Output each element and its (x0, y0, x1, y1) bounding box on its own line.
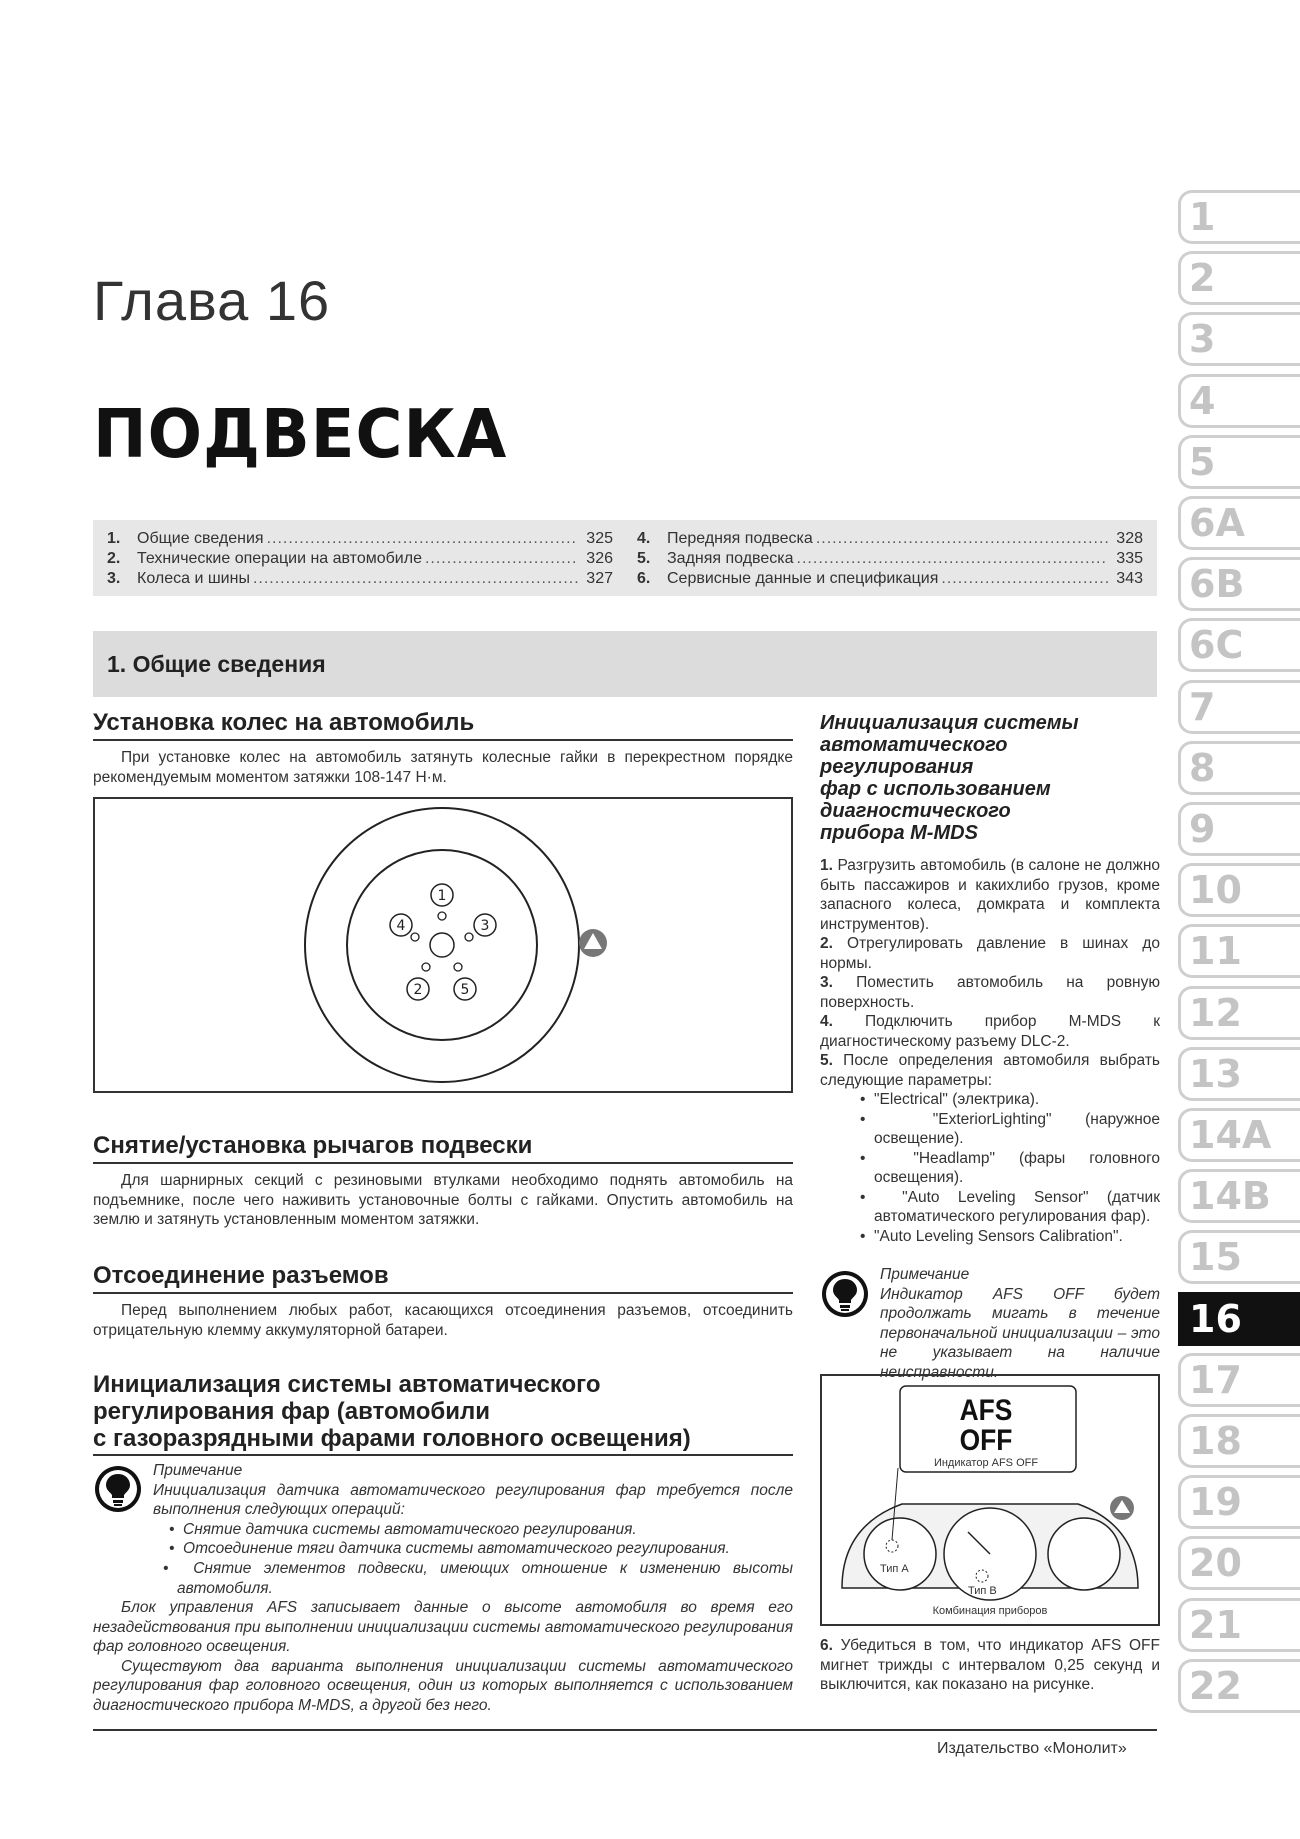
step-number: 1. (820, 857, 833, 874)
note-bulb-icon (93, 1464, 143, 1514)
toc-number: 4. (637, 530, 651, 547)
arms-text (93, 1171, 793, 1230)
chapter-tab-8[interactable]: 8 (1178, 741, 1300, 795)
chapter-tab-20[interactable]: 20 (1178, 1536, 1300, 1590)
toc-number: 3. (107, 570, 121, 587)
subitem-text: "Headlamp" (фары головного освещения). (874, 1149, 1161, 1186)
type-b-label: Тип B (968, 1585, 997, 1597)
heading-line: прибора M-MDS (820, 822, 978, 844)
step-text: Разгрузить автомобиль (в салоне не должно быть пассажиров и какихлибо грузов, кроме запасного колеса, домкрата и комплекта инструментов). (820, 857, 1161, 933)
bullet-text: Снятие датчика системы автоматического регулирования. (183, 1520, 637, 1538)
subitem-text: "Auto Leveling Sensors Calibration". (874, 1227, 1123, 1245)
chapter-label: Глава 16 (93, 269, 331, 332)
step-text: Поместить автомобиль на ровную поверхность. (820, 974, 1160, 1011)
chapter-tab-4[interactable]: 4 (1178, 374, 1300, 428)
toc-entry[interactable] (107, 549, 613, 569)
chapter-contents (93, 520, 1157, 596)
step-subitem: • "Electrical" (электрика). (860, 1091, 1040, 1108)
afs-text-line1: AFS (959, 1392, 1013, 1427)
chapter-tab-5[interactable]: 5 (1178, 435, 1300, 489)
heading-connectors: Отсоединение разъемов (93, 1262, 793, 1294)
toc-entry[interactable] (637, 569, 1143, 589)
toc-leader (797, 549, 1108, 569)
heading-line: диагностического (820, 800, 1011, 822)
order-label-3: 3 (480, 918, 490, 934)
step-number: 6. (820, 1637, 833, 1654)
paragraph: При установке колес на автомобиль затянуть колесные гайки в перекрестном порядке рекомендуемым моментом затяжки 108-147 Н·м. (93, 749, 793, 786)
chapter-tab-12[interactable]: 12 (1178, 986, 1300, 1040)
toc-page: 328 (1116, 530, 1143, 547)
fuel-gauge (1048, 1518, 1120, 1590)
toc-page: 325 (586, 530, 613, 547)
toc-leader (425, 549, 578, 569)
paragraph: Для шарнирных секций с резиновыми втулками необходимо поднять автомобиль на подъемнике, после чего наживить установочные болты с гайками. Опустить автомобиль на землю и затянуть установленным моментом затяжки. (93, 1172, 793, 1228)
heading-line: автоматического (820, 734, 1008, 756)
section-title: 1. Общие сведения (107, 651, 326, 677)
step-item (820, 1012, 1160, 1051)
section-bar (93, 631, 1157, 697)
publisher-logo-icon (579, 929, 607, 957)
hub-center (430, 933, 454, 957)
chapter-tab-3[interactable]: 3 (1178, 312, 1300, 366)
step-item (820, 934, 1160, 973)
toc-number: 5. (637, 550, 651, 567)
chapter-tab-10[interactable]: 10 (1178, 863, 1300, 917)
note-mmds (880, 1265, 1160, 1382)
toc-text: Передняя подвеска (667, 530, 813, 547)
wheel-figure (93, 797, 793, 1093)
heading-line: Инициализация системы автоматического (93, 1371, 601, 1398)
publisher-logo-icon (1110, 1496, 1134, 1520)
step-number: 2. (820, 935, 833, 952)
step-text: После определения автомобиля выбрать следующие параметры: (820, 1052, 1160, 1089)
afs-figure (820, 1374, 1160, 1626)
toc-leader (253, 569, 578, 589)
toc-number: 6. (637, 570, 651, 587)
chapter-tab-21[interactable]: 21 (1178, 1598, 1300, 1652)
step-item (820, 973, 1160, 1012)
step-text: Отрегулировать давление в шинах до нормы. (820, 935, 1160, 972)
note-paragraph: Существуют два варианта выполнения инициализации системы автоматического регулирования фар головного освещения, один из которых выполняется с использованием диагностического прибора M-MDS, а другой без него. (93, 1657, 793, 1714)
chapter-tab-6b[interactable]: 6B (1178, 557, 1300, 611)
step-subitem: • "ExteriorLighting" (наружное освещение). (860, 1110, 1160, 1147)
toc-text: Общие сведения (137, 530, 264, 547)
order-label-1: 1 (437, 888, 447, 904)
toc-page: 343 (1116, 570, 1143, 587)
toc-page: 326 (586, 550, 613, 567)
chapter-tab-9[interactable]: 9 (1178, 802, 1300, 856)
subitem-text: "Auto Leveling Sensor" (датчик автоматического регулирования фар). (874, 1188, 1160, 1225)
publisher-name: Издательство «Монолит» (937, 1740, 1127, 1757)
wheel-diagram (95, 799, 791, 1091)
step-subitem: • "Auto Leveling Sensors Calibration". (860, 1227, 1123, 1245)
note-intro: Инициализация датчика автоматического регулирования фар требуется после выполнения следующих операций: (153, 1481, 793, 1518)
step-number: 5. (820, 1052, 833, 1069)
step-number: 4. (820, 1013, 833, 1030)
footer-rule (93, 1729, 1157, 1731)
note-bullet: • Отсоединение тяги датчика системы автоматического регулирования. (169, 1540, 730, 1557)
step-number: 3. (820, 974, 833, 991)
toc-page: 335 (1116, 550, 1143, 567)
step-subitem: • "Auto Leveling Sensor" (датчик автоматического регулирования фар). (860, 1188, 1160, 1225)
lug-hole (465, 933, 473, 941)
step-subitem: • "Headlamp" (фары головного освещения). (860, 1149, 1161, 1186)
heading-line: фар с использованием (820, 778, 1051, 800)
heading-line: регулирования фар (автомобили (93, 1398, 490, 1425)
chapter-tab-13[interactable]: 13 (1178, 1047, 1300, 1101)
bullet-text: Отсоединение тяги датчика системы автоматического регулирования. (183, 1540, 730, 1557)
type-a-label: Тип A (880, 1563, 909, 1575)
paragraph: Перед выполнением любых работ, касающихся отсоединения разъемов, отсоединить отрицательную клемму аккумуляторной батареи. (93, 1302, 793, 1339)
cluster-caption: Комбинация приборов (932, 1605, 1048, 1617)
tachometer-gauge (864, 1518, 936, 1590)
heading-line: регулирования (820, 756, 974, 778)
toc-left-column (107, 529, 613, 589)
step-item (820, 1051, 1160, 1090)
toc-entry[interactable] (637, 549, 1143, 569)
chapter-title: ПОДВЕСКА (93, 396, 508, 474)
indicator-caption: Индикатор AFS OFF (933, 1457, 1039, 1469)
note-bullet: • Снятие датчика системы автоматического регулирования. (169, 1520, 637, 1538)
subitem-text: "ExteriorLighting" (наружное освещение). (874, 1110, 1160, 1147)
chapter-tab-14b[interactable]: 14B (1178, 1169, 1300, 1223)
chapter-tab-17[interactable]: 17 (1178, 1353, 1300, 1407)
note-text: Индикатор AFS OFF будет продолжать мигать в течение первоначальной инициализации – это не указывает на наличие неисправности. (880, 1285, 1160, 1381)
note-bulb-icon (820, 1269, 870, 1319)
order-label-4: 4 (396, 918, 406, 934)
toc-page: 327 (586, 570, 613, 587)
step-text: Подключить прибор M-MDS к диагностическому разъему DLC-2. (820, 1013, 1160, 1050)
toc-entry[interactable] (637, 529, 1143, 549)
heading-arms: Снятие/установка рычагов подвески (93, 1132, 793, 1164)
toc-text: Сервисные данные и спецификация (667, 570, 939, 587)
instrument-cluster-diagram (822, 1376, 1158, 1624)
heading-line: с газоразрядными фарами головного освещения) (93, 1425, 691, 1452)
heading-mmds (820, 712, 1160, 844)
heading-wheel-install: Установка колес на автомобиль (93, 709, 793, 741)
step-6 (820, 1636, 1160, 1695)
note-label: Примечание (880, 1266, 970, 1283)
chapter-tab-18[interactable]: 18 (1178, 1414, 1300, 1468)
toc-text: Задняя подвеска (667, 550, 794, 567)
toc-right-column (637, 529, 1143, 589)
toc-number: 1. (107, 530, 121, 547)
bullet-text: Снятие элементов подвески, имеющих отношение к изменению высоты автомобиля. (177, 1560, 794, 1597)
note-paragraph: Блок управления AFS записывает данные о высоте автомобиля во время его незадействования при выполнении инициализации системы автоматического регулирования фар головного освещения. (93, 1599, 793, 1655)
chapter-tab-6a[interactable]: 6A (1178, 496, 1300, 550)
lug-hole (438, 912, 446, 920)
toc-text: Колеса и шины (137, 570, 250, 587)
note-label: Примечание (153, 1462, 243, 1479)
chapter-tab-22[interactable]: 22 (1178, 1659, 1300, 1713)
toc-leader (941, 569, 1108, 589)
step-item (820, 856, 1160, 934)
rim-circle (347, 850, 537, 1040)
afs-text-line2: OFF (959, 1422, 1013, 1457)
chapter-tab-14a[interactable]: 14A (1178, 1108, 1300, 1162)
chapter-tab-15[interactable]: 15 (1178, 1230, 1300, 1284)
mmds-steps (820, 856, 1160, 1246)
note-leveling (153, 1461, 793, 1559)
order-label-2: 2 (413, 982, 423, 998)
toc-number: 2. (107, 550, 121, 567)
chapter-tab-1[interactable]: 1 (1178, 190, 1300, 244)
lug-hole (422, 963, 430, 971)
note-leveling-cont (93, 1559, 793, 1715)
chapter-tab-11[interactable]: 11 (1178, 924, 1300, 978)
toc-leader (816, 529, 1108, 549)
order-label-5: 5 (460, 982, 470, 998)
chapter-tab-7[interactable]: 7 (1178, 680, 1300, 734)
toc-entry[interactable] (107, 569, 613, 589)
subitem-text: "Electrical" (электрика). (874, 1091, 1040, 1108)
toc-entry[interactable] (107, 529, 613, 549)
chapter-tab-2[interactable]: 2 (1178, 251, 1300, 305)
step-text: Убедиться в том, что индикатор AFS OFF мигнет трижды с интервалом 0,25 секунд и выключится, как показано на рисунке. (820, 1637, 1160, 1693)
chapter-tab-16[interactable]: 16 (1178, 1292, 1300, 1346)
wheel-install-text (93, 748, 793, 787)
connectors-text (93, 1301, 793, 1340)
note-bullet: • Снятие элементов подвески, имеющих отношение к изменению высоты автомобиля. (163, 1560, 794, 1597)
toc-text: Технические операции на автомобиле (137, 550, 422, 567)
toc-leader (267, 529, 578, 549)
lug-hole (454, 963, 462, 971)
heading-leveling (93, 1371, 793, 1456)
chapter-tab-6c[interactable]: 6C (1178, 618, 1300, 672)
lug-hole (411, 933, 419, 941)
heading-line: Инициализация системы (820, 712, 1079, 734)
chapter-tab-19[interactable]: 19 (1178, 1475, 1300, 1529)
